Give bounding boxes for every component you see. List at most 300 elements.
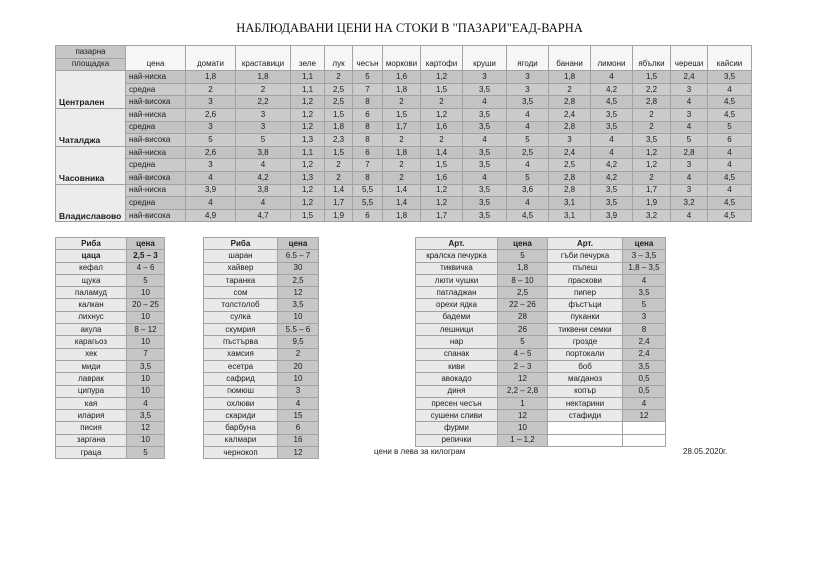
price-cell: 3,5 xyxy=(463,121,507,134)
price-cell: 1,2 xyxy=(633,159,671,172)
product-header: домати xyxy=(186,46,236,71)
price-cell: 2,6 xyxy=(186,108,236,121)
article-price: 1 xyxy=(498,397,548,409)
fish-price: 6 xyxy=(278,422,319,434)
corner-label-line1: пазарна xyxy=(56,46,126,59)
fish-name: шаран xyxy=(204,250,278,262)
product-header: моркови xyxy=(383,46,421,71)
price-cell: 2 xyxy=(633,108,671,121)
article-price: 8 – 10 xyxy=(498,274,548,286)
price-cell: 2,2 xyxy=(633,83,671,96)
fish-name: скариди xyxy=(204,410,278,422)
fish-name: калмари xyxy=(204,434,278,446)
fish-price: 10 xyxy=(127,373,165,385)
fish-price: 10 xyxy=(127,311,165,323)
fish-price: 10 xyxy=(278,311,319,323)
article-column-header: Арт. xyxy=(548,238,623,250)
product-header: краставици xyxy=(236,46,291,71)
price-cell: 1,6 xyxy=(421,121,463,134)
price-cell: 2 xyxy=(633,121,671,134)
price-cell: 1,4 xyxy=(421,146,463,159)
article-name: нар xyxy=(416,336,498,348)
price-level-label: средна xyxy=(126,159,186,172)
price-level-label: средна xyxy=(126,83,186,96)
article-name: пипер xyxy=(548,287,623,299)
fish-name: граца xyxy=(56,447,127,459)
fish-price: 20 – 25 xyxy=(127,299,165,311)
price-cell: 5 xyxy=(671,134,708,147)
price-cell: 4,2 xyxy=(591,171,633,184)
price-cell: 4 xyxy=(708,146,752,159)
price-cell: 3 xyxy=(671,108,708,121)
article-price: 3,5 xyxy=(623,360,666,372)
fish-price: 30 xyxy=(278,262,319,274)
article-name: репички xyxy=(416,434,498,446)
price-level-label: най-ниска xyxy=(126,108,186,121)
fish-price: 12 xyxy=(278,287,319,299)
fish-name: сафрид xyxy=(204,373,278,385)
price-cell: 3,5 xyxy=(463,108,507,121)
price-cell: 2 xyxy=(383,134,421,147)
fish-name: есетра xyxy=(204,360,278,372)
article-price: 22 – 26 xyxy=(498,299,548,311)
price-cell: 3,5 xyxy=(591,197,633,210)
price-cell: 3,5 xyxy=(463,184,507,197)
price-cell: 3,5 xyxy=(507,96,549,109)
price-cell: 2 xyxy=(236,83,291,96)
price-cell: 2 xyxy=(549,83,591,96)
price-cell: 4 xyxy=(671,121,708,134)
price-cell: 1,5 xyxy=(633,71,671,84)
price-column-header: цена xyxy=(623,238,666,250)
fish-name: скумрия xyxy=(204,324,278,336)
price-cell: 1,8 xyxy=(383,83,421,96)
fish-price: 5 xyxy=(127,447,165,459)
fish-name: акула xyxy=(56,324,127,336)
price-cell: 1,5 xyxy=(325,146,353,159)
price-cell: 1,1 xyxy=(291,71,325,84)
price-cell: 7 xyxy=(353,83,383,96)
empty-cell xyxy=(548,422,623,434)
price-cell: 2,6 xyxy=(186,146,236,159)
article-price: 2 – 3 xyxy=(498,360,548,372)
article-name: киви xyxy=(416,360,498,372)
price-cell: 3 xyxy=(186,96,236,109)
article-name: тиквени семки xyxy=(548,324,623,336)
article-name: боб xyxy=(548,360,623,372)
price-cell: 3 xyxy=(671,184,708,197)
price-cell: 1,2 xyxy=(291,197,325,210)
price-cell: 1,2 xyxy=(421,108,463,121)
price-cell: 3,5 xyxy=(463,83,507,96)
product-header: круши xyxy=(463,46,507,71)
price-cell: 1,7 xyxy=(383,121,421,134)
price-cell: 2,8 xyxy=(549,96,591,109)
fish-name: сом xyxy=(204,287,278,299)
price-cell: 3 xyxy=(236,108,291,121)
fish-price: 2,5 – 3 xyxy=(127,250,165,262)
article-price: 3 – 3,5 xyxy=(623,250,666,262)
fish-name: хек xyxy=(56,348,127,360)
article-price: 28 xyxy=(498,311,548,323)
fish-name: охлюви xyxy=(204,397,278,409)
price-cell: 2 xyxy=(186,83,236,96)
article-price: 2,5 xyxy=(498,287,548,299)
fish-name: писия xyxy=(56,422,127,434)
fish-name: барбуна xyxy=(204,422,278,434)
price-cell: 1,2 xyxy=(421,197,463,210)
article-name: нектарини xyxy=(548,397,623,409)
fish-price: 12 xyxy=(278,447,319,459)
price-cell: 2,5 xyxy=(549,159,591,172)
price-cell: 2,4 xyxy=(549,146,591,159)
article-name: праскови xyxy=(548,274,623,286)
price-cell: 1,8 xyxy=(325,121,353,134)
fish-price: 12 xyxy=(127,422,165,434)
price-level-label: най-висока xyxy=(126,209,186,222)
price-cell: 3,5 xyxy=(463,159,507,172)
price-cell: 2 xyxy=(421,96,463,109)
price-cell: 2,3 xyxy=(325,134,353,147)
price-cell: 2,8 xyxy=(549,121,591,134)
article-price: 4 xyxy=(623,397,666,409)
price-cell: 4 xyxy=(236,159,291,172)
price-cell: 1,2 xyxy=(421,184,463,197)
price-cell: 4 xyxy=(708,83,752,96)
price-level-label: най-ниска xyxy=(126,184,186,197)
price-cell: 4,5 xyxy=(708,96,752,109)
fish-name: хамсия xyxy=(204,348,278,360)
fish-name: калкан xyxy=(56,299,127,311)
price-cell: 3,9 xyxy=(186,184,236,197)
price-level-label: средна xyxy=(126,121,186,134)
price-cell: 1,8 xyxy=(383,209,421,222)
price-cell: 1,8 xyxy=(549,71,591,84)
price-column-header: цена xyxy=(126,46,186,71)
price-cell: 3 xyxy=(549,134,591,147)
market-name: Чаталджа xyxy=(56,108,126,146)
price-level-label: най-висока xyxy=(126,134,186,147)
price-cell: 1,2 xyxy=(291,108,325,121)
price-cell: 8 xyxy=(353,171,383,184)
price-cell: 4 xyxy=(671,171,708,184)
article-name: бадеми xyxy=(416,311,498,323)
fish-name: лаврак xyxy=(56,373,127,385)
article-price: 0,5 xyxy=(623,373,666,385)
price-cell: 4 xyxy=(671,96,708,109)
price-cell: 2 xyxy=(325,171,353,184)
price-cell: 4,2 xyxy=(591,83,633,96)
price-cell: 5 xyxy=(507,171,549,184)
product-header: череши xyxy=(671,46,708,71)
article-name: авокадо xyxy=(416,373,498,385)
article-price: 4 – 5 xyxy=(498,348,548,360)
price-cell: 2,5 xyxy=(507,146,549,159)
article-name: орехи ядка xyxy=(416,299,498,311)
article-price: 1,8 xyxy=(498,262,548,274)
price-cell: 5 xyxy=(708,121,752,134)
price-cell: 2 xyxy=(383,159,421,172)
fish-name: хайвер xyxy=(204,262,278,274)
price-cell: 2 xyxy=(633,171,671,184)
article-name: грозде xyxy=(548,336,623,348)
article-name: пуканки xyxy=(548,311,623,323)
price-cell: 2,4 xyxy=(671,71,708,84)
fish-name: карагьоз xyxy=(56,336,127,348)
product-header: зеле xyxy=(291,46,325,71)
price-cell: 4,9 xyxy=(186,209,236,222)
price-cell: 5 xyxy=(353,71,383,84)
article-price: 1,8 – 3,5 xyxy=(623,262,666,274)
article-name: магданоз xyxy=(548,373,623,385)
fish-price: 2 xyxy=(278,348,319,360)
article-price: 5 xyxy=(623,299,666,311)
price-cell: 4 xyxy=(591,71,633,84)
fish-name: ципура xyxy=(56,385,127,397)
fish-column-header: Риба xyxy=(204,238,278,250)
price-cell: 2,8 xyxy=(549,171,591,184)
article-name: люти чушки xyxy=(416,274,498,286)
price-level-label: средна xyxy=(126,197,186,210)
price-cell: 3 xyxy=(463,71,507,84)
price-cell: 4 xyxy=(507,121,549,134)
price-cell: 6 xyxy=(708,134,752,147)
main-price-table xyxy=(55,45,752,222)
article-price: 26 xyxy=(498,324,548,336)
price-cell: 2,8 xyxy=(671,146,708,159)
price-level-label: най-ниска xyxy=(126,146,186,159)
price-cell: 4 xyxy=(236,197,291,210)
article-name: копър xyxy=(548,385,623,397)
price-cell: 3,1 xyxy=(549,197,591,210)
fish-price: 2,5 xyxy=(278,274,319,286)
price-cell: 1,6 xyxy=(421,171,463,184)
price-cell: 4 xyxy=(507,159,549,172)
fish-price: 10 xyxy=(127,287,165,299)
price-cell: 1,7 xyxy=(633,184,671,197)
price-cell: 3,6 xyxy=(507,184,549,197)
price-cell: 3,5 xyxy=(591,121,633,134)
price-cell: 8 xyxy=(353,134,383,147)
price-cell: 2,5 xyxy=(325,83,353,96)
article-name: сушени сливи xyxy=(416,410,498,422)
fish-column-header: Риба xyxy=(56,238,127,250)
price-cell: 6 xyxy=(353,108,383,121)
article-price: 0,5 xyxy=(623,385,666,397)
fish-name: таранка xyxy=(204,274,278,286)
price-cell: 3 xyxy=(507,71,549,84)
fish-price: 6.5 – 7 xyxy=(278,250,319,262)
price-cell: 4 xyxy=(507,197,549,210)
price-cell: 4,5 xyxy=(708,171,752,184)
article-name: стафиди xyxy=(548,410,623,422)
product-header: ябълки xyxy=(633,46,671,71)
fish-name: илария xyxy=(56,410,127,422)
market-name: Владиславово xyxy=(56,184,126,222)
price-cell: 4,5 xyxy=(591,96,633,109)
price-cell: 3 xyxy=(186,121,236,134)
price-cell: 4 xyxy=(507,108,549,121)
price-cell: 3,5 xyxy=(633,134,671,147)
fish-price: 10 xyxy=(278,373,319,385)
price-cell: 3,2 xyxy=(671,197,708,210)
price-cell: 4,5 xyxy=(507,209,549,222)
fish-table-2 xyxy=(203,237,319,459)
price-cell: 2,8 xyxy=(633,96,671,109)
empty-cell xyxy=(548,434,623,446)
fish-price: 4 – 6 xyxy=(127,262,165,274)
price-cell: 1,6 xyxy=(383,71,421,84)
fish-price: 4 xyxy=(278,397,319,409)
price-cell: 2 xyxy=(421,134,463,147)
price-cell: 1,5 xyxy=(421,83,463,96)
price-cell: 4 xyxy=(463,134,507,147)
fish-price: 4 xyxy=(127,397,165,409)
page-title: НАБЛЮДАВАНИ ЦЕНИ НА СТОКИ В "ПАЗАРИ"ЕАД-ВАРНА xyxy=(236,21,583,35)
fish-name: заргана xyxy=(56,434,127,446)
price-cell: 8 xyxy=(353,96,383,109)
price-cell: 1,3 xyxy=(291,171,325,184)
price-level-label: най-висока xyxy=(126,171,186,184)
price-cell: 5,5 xyxy=(353,184,383,197)
fish-price: 10 xyxy=(127,434,165,446)
price-cell: 4 xyxy=(708,184,752,197)
article-price: 1 – 1,2 xyxy=(498,434,548,446)
article-name: пресен чесън xyxy=(416,397,498,409)
price-cell: 1,5 xyxy=(383,108,421,121)
fish-name: паламуд xyxy=(56,287,127,299)
article-name: пъпеш xyxy=(548,262,623,274)
article-price: 3 xyxy=(623,311,666,323)
fish-price: 9,5 xyxy=(278,336,319,348)
article-name: диня xyxy=(416,385,498,397)
price-cell: 1,2 xyxy=(291,121,325,134)
fish-price: 5 xyxy=(127,274,165,286)
price-cell: 4,5 xyxy=(708,197,752,210)
price-cell: 3 xyxy=(236,121,291,134)
article-price: 4 xyxy=(623,274,666,286)
price-cell: 4,7 xyxy=(236,209,291,222)
fish-name: толстолоб xyxy=(204,299,278,311)
article-name: спанак xyxy=(416,348,498,360)
price-cell: 1,5 xyxy=(291,209,325,222)
price-cell: 4,2 xyxy=(591,159,633,172)
price-cell: 6 xyxy=(353,146,383,159)
fish-name: пъстърва xyxy=(204,336,278,348)
price-cell: 4 xyxy=(186,197,236,210)
price-cell: 4 xyxy=(591,146,633,159)
fish-price: 15 xyxy=(278,410,319,422)
article-price: 2,4 xyxy=(623,348,666,360)
price-cell: 2 xyxy=(383,171,421,184)
fish-price: 3,5 xyxy=(278,299,319,311)
fish-name: сулка xyxy=(204,311,278,323)
price-cell: 1,4 xyxy=(325,184,353,197)
fish-table-1 xyxy=(55,237,165,459)
product-header: банани xyxy=(549,46,591,71)
fish-name: кефал xyxy=(56,262,127,274)
article-name: лешници xyxy=(416,324,498,336)
price-cell: 1,7 xyxy=(325,197,353,210)
price-cell: 1,1 xyxy=(291,146,325,159)
price-cell: 2 xyxy=(325,159,353,172)
price-cell: 1,2 xyxy=(291,184,325,197)
units-note: цени в лева за килограм xyxy=(374,447,466,456)
price-cell: 4 xyxy=(463,171,507,184)
price-column-header: цена xyxy=(127,238,165,250)
fish-price: 10 xyxy=(127,336,165,348)
price-cell: 3 xyxy=(671,83,708,96)
product-header: кайсии xyxy=(708,46,752,71)
fish-name: щука xyxy=(56,274,127,286)
article-column-header: Арт. xyxy=(416,238,498,250)
price-cell: 3,2 xyxy=(633,209,671,222)
price-column-header: цена xyxy=(498,238,548,250)
article-price: 3,5 xyxy=(623,287,666,299)
price-cell: 3,5 xyxy=(708,71,752,84)
price-cell: 1,9 xyxy=(325,209,353,222)
price-cell: 3 xyxy=(186,159,236,172)
article-name: портокали xyxy=(548,348,623,360)
price-column-header: цена xyxy=(278,238,319,250)
price-cell: 2,4 xyxy=(549,108,591,121)
fish-price: 3,5 xyxy=(127,410,165,422)
article-name: кралска печурка xyxy=(416,250,498,262)
price-cell: 4,5 xyxy=(708,108,752,121)
article-name: фъстъци xyxy=(548,299,623,311)
fish-price: 7 xyxy=(127,348,165,360)
price-cell: 2 xyxy=(383,96,421,109)
fish-price: 3 xyxy=(278,385,319,397)
price-cell: 3 xyxy=(671,159,708,172)
article-price: 5 xyxy=(498,250,548,262)
price-cell: 4 xyxy=(708,159,752,172)
price-cell: 3,5 xyxy=(591,108,633,121)
price-cell: 4 xyxy=(671,209,708,222)
market-name: Часовника xyxy=(56,146,126,184)
price-cell: 2,2 xyxy=(236,96,291,109)
article-price: 12 xyxy=(498,410,548,422)
price-cell: 6 xyxy=(353,209,383,222)
fish-price: 3,5 xyxy=(127,360,165,372)
article-price: 5 xyxy=(498,336,548,348)
price-cell: 3,8 xyxy=(236,146,291,159)
price-cell: 1,2 xyxy=(291,96,325,109)
market-name: Централен xyxy=(56,71,126,109)
price-level-label: най-висока xyxy=(126,96,186,109)
price-cell: 4 xyxy=(591,134,633,147)
article-price: 10 xyxy=(498,422,548,434)
product-header: лимони xyxy=(591,46,633,71)
price-cell: 4,5 xyxy=(708,209,752,222)
price-cell: 7 xyxy=(353,159,383,172)
article-price: 2,2 – 2,8 xyxy=(498,385,548,397)
price-cell: 3,5 xyxy=(463,146,507,159)
article-price: 12 xyxy=(498,373,548,385)
price-cell: 1,8 xyxy=(383,146,421,159)
price-cell: 1,4 xyxy=(383,184,421,197)
price-cell: 5 xyxy=(236,134,291,147)
price-cell: 5 xyxy=(186,134,236,147)
price-cell: 1,8 xyxy=(236,71,291,84)
price-cell: 8 xyxy=(353,121,383,134)
product-header: лук xyxy=(325,46,353,71)
fish-name: лихнус xyxy=(56,311,127,323)
price-cell: 1,2 xyxy=(421,71,463,84)
price-cell: 1,3 xyxy=(291,134,325,147)
price-cell: 5 xyxy=(507,134,549,147)
price-cell: 1,5 xyxy=(421,159,463,172)
